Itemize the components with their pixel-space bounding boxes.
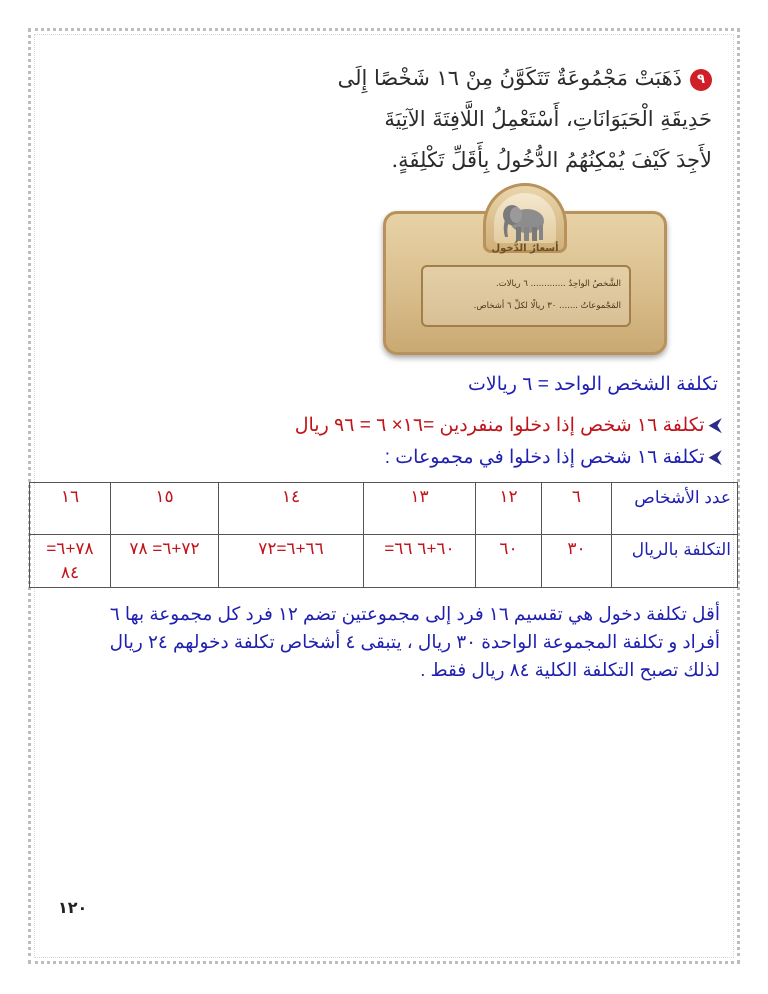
row-header-people: عدد الأشخاص: [612, 483, 738, 535]
problem-line-3: لأَجِدَ كَيْفَ يُمْكِنُهُمُ الدُّخُولُ بِأَقَلِّ تَكْلِفَةٍ.: [391, 148, 712, 172]
table-cell: ١٤: [219, 483, 364, 535]
table-cell: ١٦: [30, 483, 111, 535]
sign-price-single: الشَّخصُ الواحِدُ ............. ٦ ريالات.: [496, 279, 621, 289]
table-cell: ٣٠: [542, 535, 612, 588]
table-cell: ٦٠+٦ ٦٦=: [364, 535, 476, 588]
arrow-bullet-icon: ⮜: [708, 447, 722, 468]
table-cell: ٦٠: [476, 535, 542, 588]
question-number-badge: ٩: [690, 69, 712, 91]
table-row-cost: [30, 535, 738, 588]
table-row-people: [30, 483, 738, 535]
sign-price-box: [421, 265, 631, 327]
answer-line-1: أقل تكلفة دخول هي تقسيم ١٦ فرد إلى مجموعتين تضم ١٢ فرد كل مجموعة بها ٦: [109, 603, 720, 624]
cost-table: [29, 482, 738, 588]
individual-cost-bullet: ⮜تكلفة ١٦ شخص إذا دخلوا منفردين =١٦× ٦ = ٩٦ ريال: [294, 415, 722, 436]
problem-line-1: ٩ذَهَبَتْ مَجْمُوعَةٌ تَتَكَوَّنُ مِنْ ١٦ شَخْصًا إِلَى: [332, 58, 712, 99]
problem-line-2: حَدِيقَةِ الْحَيَوَانَاتِ، أَسْتَعْمِلُ اللَّافِتَةَ الآتِيَةَ: [384, 107, 712, 131]
table-cell: ٧٨+٦= ٨٤: [30, 535, 111, 588]
answer-line-3: لذلك تصبح التكلفة الكلية ٨٤ ريال فقط .: [420, 659, 720, 680]
table-cell: ١٢: [476, 483, 542, 535]
table-cell: ١٥: [111, 483, 219, 535]
answer-paragraph: [40, 600, 720, 684]
row-header-cost: التكلفة بالريال: [612, 535, 738, 588]
table-cell: ٦٦+٦=٧٢: [219, 535, 364, 588]
single-person-cost: تكلفة الشخص الواحد = ٦ ريالات: [467, 374, 718, 395]
entry-prices-sign: [383, 183, 667, 355]
arrow-bullet-icon: ⮜: [708, 415, 722, 436]
answer-line-2: أفراد و تكلفة المجموعة الواحدة ٣٠ ريال ، يتبقى ٤ أشخاص تكلفة دخولهم ٢٤ ريال: [109, 631, 720, 652]
table-cell: ٧٢+٦= ٧٨: [111, 535, 219, 588]
problem-statement: [332, 58, 712, 181]
page-number: ١٢٠: [58, 898, 88, 917]
table-cell: ٦: [542, 483, 612, 535]
sign-title: أسعارُ الدُّخول: [491, 243, 559, 254]
elephant-icon: [494, 193, 556, 243]
table-cell: ١٣: [364, 483, 476, 535]
sign-price-groups: المَجْموعاتُ ....... ٣٠ ريالًا لكلِّ ٦ أشخاص.: [473, 301, 621, 311]
group-cost-bullet: ⮜تكلفة ١٦ شخص إذا دخلوا في مجموعات :: [384, 447, 722, 468]
